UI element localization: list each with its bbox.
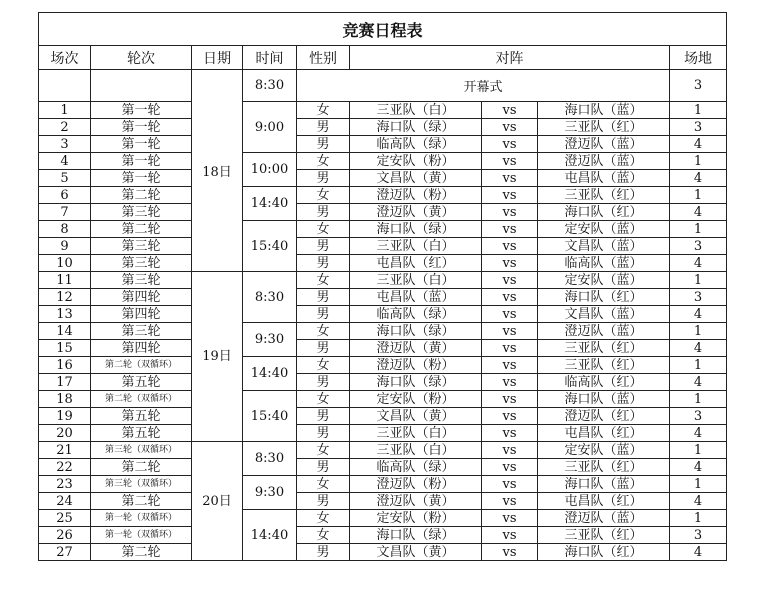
team-b-cell: 海口队（红）: [538, 204, 670, 221]
team-b-cell: 文昌队（蓝）: [538, 238, 670, 255]
table-row: [39, 221, 727, 238]
round-cell: 第三轮: [91, 204, 192, 221]
round-cell: 第二轮: [91, 221, 192, 238]
team-b-cell: 海口队（红）: [538, 289, 670, 306]
team-b-cell: 海口队（蓝）: [538, 476, 670, 493]
table-row: [39, 153, 727, 170]
vs-cell: vs: [482, 204, 538, 221]
round-cell: 第二轮（双循环）: [91, 391, 192, 408]
match-number: 16: [39, 357, 91, 374]
table-row: [39, 425, 727, 442]
vs-cell: vs: [482, 170, 538, 187]
venue-cell: 3: [670, 408, 727, 425]
team-b-cell: 澄迈队（蓝）: [538, 136, 670, 153]
table-row: [39, 238, 727, 255]
vs-cell: vs: [482, 306, 538, 323]
opening-venue: 3: [670, 70, 727, 102]
team-b-cell: 海口队（红）: [538, 544, 670, 561]
table-row: [39, 476, 727, 493]
schedule-table: [38, 12, 727, 561]
team-a-cell: 澄迈队（粉）: [350, 357, 482, 374]
team-b-cell: 三亚队（红）: [538, 187, 670, 204]
team-a-cell: 文昌队（黄）: [350, 408, 482, 425]
team-a-cell: 三亚队（白）: [350, 442, 482, 459]
table-row: [39, 442, 727, 459]
vs-cell: vs: [482, 289, 538, 306]
round-cell: 第二轮: [91, 187, 192, 204]
table-row: [39, 323, 727, 340]
match-number: 7: [39, 204, 91, 221]
gender-cell: 女: [297, 357, 350, 374]
vs-cell: vs: [482, 221, 538, 238]
round-cell: 第一轮: [91, 102, 192, 119]
team-b-cell: 定安队（蓝）: [538, 272, 670, 289]
table-row: [39, 544, 727, 561]
round-cell: 第二轮（双循环）: [91, 357, 192, 374]
gender-cell: 女: [297, 187, 350, 204]
gender-cell: 女: [297, 221, 350, 238]
team-b-cell: 三亚队（红）: [538, 459, 670, 476]
time-cell: 14:40: [243, 510, 297, 561]
gender-cell: 男: [297, 459, 350, 476]
team-b-cell: 屯昌队（蓝）: [538, 170, 670, 187]
opening-time: 8:30: [243, 70, 297, 102]
time-cell: 10:00: [243, 153, 297, 187]
gender-cell: 女: [297, 153, 350, 170]
time-cell: 15:40: [243, 221, 297, 272]
team-b-cell: 三亚队（红）: [538, 119, 670, 136]
team-a-cell: 定安队（粉）: [350, 510, 482, 527]
match-number: 9: [39, 238, 91, 255]
team-a-cell: 三亚队（白）: [350, 272, 482, 289]
team-a-cell: 临高队（绿）: [350, 306, 482, 323]
round-cell: 第三轮: [91, 255, 192, 272]
date-cell: 20日: [192, 442, 243, 561]
table-title: 竞赛日程表: [39, 13, 727, 46]
round-cell: 第三轮: [91, 238, 192, 255]
team-a-cell: 定安队（粉）: [350, 153, 482, 170]
header-match-no: 场次: [39, 46, 91, 70]
venue-cell: 1: [670, 102, 727, 119]
table-row: [39, 510, 727, 527]
team-b-cell: 澄迈队（蓝）: [538, 323, 670, 340]
venue-cell: 3: [670, 527, 727, 544]
table-row: [39, 357, 727, 374]
gender-cell: 男: [297, 340, 350, 357]
round-cell: 第四轮: [91, 306, 192, 323]
table-row: [39, 340, 727, 357]
team-b-cell: 临高队（红）: [538, 374, 670, 391]
match-number: 27: [39, 544, 91, 561]
venue-cell: 1: [670, 510, 727, 527]
team-a-cell: 临高队（绿）: [350, 459, 482, 476]
match-number: 5: [39, 170, 91, 187]
header-venue: 场地: [670, 46, 727, 70]
team-a-cell: 文昌队（黄）: [350, 544, 482, 561]
vs-cell: vs: [482, 374, 538, 391]
match-number: 26: [39, 527, 91, 544]
match-number: 13: [39, 306, 91, 323]
round-cell: 第一轮: [91, 153, 192, 170]
vs-cell: vs: [482, 187, 538, 204]
venue-cell: 4: [670, 204, 727, 221]
vs-cell: vs: [482, 357, 538, 374]
vs-cell: vs: [482, 340, 538, 357]
team-a-cell: 澄迈队（黄）: [350, 493, 482, 510]
match-number: 23: [39, 476, 91, 493]
team-a-cell: 澄迈队（黄）: [350, 340, 482, 357]
match-number: 18: [39, 391, 91, 408]
match-number: 17: [39, 374, 91, 391]
team-a-cell: 三亚队（白）: [350, 102, 482, 119]
gender-cell: 男: [297, 425, 350, 442]
table-row: [39, 391, 727, 408]
gender-cell: 男: [297, 544, 350, 561]
venue-cell: 4: [670, 306, 727, 323]
team-a-cell: 定安队（粉）: [350, 391, 482, 408]
header-round: 轮次: [91, 46, 192, 70]
gender-cell: 男: [297, 306, 350, 323]
team-b-cell: 三亚队（红）: [538, 357, 670, 374]
round-cell: 第二轮: [91, 544, 192, 561]
match-number: 1: [39, 102, 91, 119]
round-cell: 第三轮: [91, 272, 192, 289]
table-row: [39, 289, 727, 306]
round-cell: 第三轮: [91, 323, 192, 340]
round-cell: 第三轮（双循环）: [91, 476, 192, 493]
vs-cell: vs: [482, 544, 538, 561]
table-row: [39, 527, 727, 544]
gender-cell: 男: [297, 170, 350, 187]
table-row: [39, 136, 727, 153]
gender-cell: 男: [297, 374, 350, 391]
match-number: 11: [39, 272, 91, 289]
venue-cell: 4: [670, 170, 727, 187]
header-row: [39, 46, 727, 70]
gender-cell: 女: [297, 272, 350, 289]
match-number: 19: [39, 408, 91, 425]
match-number: 21: [39, 442, 91, 459]
venue-cell: 1: [670, 391, 727, 408]
time-cell: 14:40: [243, 187, 297, 221]
venue-cell: 4: [670, 374, 727, 391]
venue-cell: 4: [670, 544, 727, 561]
team-b-cell: 三亚队（红）: [538, 527, 670, 544]
vs-cell: vs: [482, 476, 538, 493]
gender-cell: 男: [297, 238, 350, 255]
round-cell: 第二轮: [91, 493, 192, 510]
team-a-cell: 海口队（绿）: [350, 374, 482, 391]
team-a-cell: 海口队（绿）: [350, 221, 482, 238]
venue-cell: 3: [670, 289, 727, 306]
team-a-cell: 澄迈队（黄）: [350, 204, 482, 221]
vs-cell: vs: [482, 153, 538, 170]
vs-cell: vs: [482, 119, 538, 136]
header-date: 日期: [192, 46, 243, 70]
gender-cell: 女: [297, 476, 350, 493]
team-b-cell: 澄迈队（蓝）: [538, 510, 670, 527]
venue-cell: 1: [670, 153, 727, 170]
team-a-cell: 海口队（绿）: [350, 323, 482, 340]
round-cell: 第一轮: [91, 170, 192, 187]
team-b-cell: 屯昌队（红）: [538, 425, 670, 442]
venue-cell: 4: [670, 459, 727, 476]
header-gender: 性别: [297, 46, 350, 70]
table-row: [39, 187, 727, 204]
table-row: [39, 170, 727, 187]
team-b-cell: 三亚队（红）: [538, 340, 670, 357]
match-number: 22: [39, 459, 91, 476]
venue-cell: 3: [670, 119, 727, 136]
match-number: 3: [39, 136, 91, 153]
time-cell: 9:30: [243, 323, 297, 357]
match-number: 6: [39, 187, 91, 204]
opening-match-no: [39, 70, 91, 102]
header-matchup: 对阵: [350, 46, 670, 70]
vs-cell: vs: [482, 391, 538, 408]
table-row: [39, 459, 727, 476]
team-b-cell: 定安队（蓝）: [538, 442, 670, 459]
match-number: 12: [39, 289, 91, 306]
venue-cell: 1: [670, 442, 727, 459]
venue-cell: 1: [670, 187, 727, 204]
team-a-cell: 海口队（绿）: [350, 119, 482, 136]
venue-cell: 1: [670, 323, 727, 340]
time-cell: 9:30: [243, 476, 297, 510]
match-number: 2: [39, 119, 91, 136]
header-time: 时间: [243, 46, 297, 70]
match-number: 24: [39, 493, 91, 510]
table-row: [39, 306, 727, 323]
team-a-cell: 三亚队（白）: [350, 425, 482, 442]
team-a-cell: 屯昌队（蓝）: [350, 289, 482, 306]
date-cell: 18日: [192, 70, 243, 272]
gender-cell: 男: [297, 204, 350, 221]
match-number: 8: [39, 221, 91, 238]
match-number: 10: [39, 255, 91, 272]
match-number: 25: [39, 510, 91, 527]
vs-cell: vs: [482, 323, 538, 340]
gender-cell: 男: [297, 289, 350, 306]
round-cell: 第一轮（双循环）: [91, 527, 192, 544]
gender-cell: 女: [297, 102, 350, 119]
time-cell: 8:30: [243, 272, 297, 323]
table-row: [39, 255, 727, 272]
venue-cell: 1: [670, 476, 727, 493]
venue-cell: 4: [670, 425, 727, 442]
time-cell: 8:30: [243, 442, 297, 476]
team-a-cell: 文昌队（黄）: [350, 170, 482, 187]
team-a-cell: 屯昌队（红）: [350, 255, 482, 272]
team-b-cell: 定安队（蓝）: [538, 221, 670, 238]
team-b-cell: 澄迈队（红）: [538, 408, 670, 425]
venue-cell: 1: [670, 221, 727, 238]
table-row: [39, 493, 727, 510]
gender-cell: 男: [297, 493, 350, 510]
gender-cell: 男: [297, 136, 350, 153]
table-row: [39, 119, 727, 136]
team-b-cell: 屯昌队（红）: [538, 493, 670, 510]
vs-cell: vs: [482, 510, 538, 527]
team-a-cell: 澄迈队（粉）: [350, 187, 482, 204]
gender-cell: 女: [297, 323, 350, 340]
team-b-cell: 临高队（蓝）: [538, 255, 670, 272]
vs-cell: vs: [482, 102, 538, 119]
table-row: [39, 272, 727, 289]
vs-cell: vs: [482, 136, 538, 153]
match-number: 15: [39, 340, 91, 357]
time-cell: 14:40: [243, 357, 297, 391]
venue-cell: 1: [670, 357, 727, 374]
vs-cell: vs: [482, 255, 538, 272]
vs-cell: vs: [482, 459, 538, 476]
match-number: 4: [39, 153, 91, 170]
team-a-cell: 三亚队（白）: [350, 238, 482, 255]
opening-ceremony-label: 开幕式: [297, 70, 670, 102]
vs-cell: vs: [482, 527, 538, 544]
round-cell: 第三轮（双循环）: [91, 442, 192, 459]
team-a-cell: 澄迈队（粉）: [350, 476, 482, 493]
gender-cell: 女: [297, 510, 350, 527]
team-a-cell: 临高队（绿）: [350, 136, 482, 153]
round-cell: 第五轮: [91, 408, 192, 425]
table-row: [39, 408, 727, 425]
date-cell: 19日: [192, 272, 243, 442]
vs-cell: vs: [482, 408, 538, 425]
round-cell: 第一轮: [91, 136, 192, 153]
venue-cell: 4: [670, 136, 727, 153]
round-cell: 第四轮: [91, 289, 192, 306]
vs-cell: vs: [482, 425, 538, 442]
gender-cell: 男: [297, 408, 350, 425]
team-a-cell: 海口队（绿）: [350, 527, 482, 544]
gender-cell: 男: [297, 255, 350, 272]
venue-cell: 4: [670, 255, 727, 272]
round-cell: 第一轮: [91, 119, 192, 136]
round-cell: 第一轮（双循环）: [91, 510, 192, 527]
venue-cell: 3: [670, 238, 727, 255]
venue-cell: 4: [670, 340, 727, 357]
table-row: [39, 102, 727, 119]
opening-row: [39, 70, 727, 102]
table-row: [39, 204, 727, 221]
round-cell: 第五轮: [91, 425, 192, 442]
gender-cell: 女: [297, 527, 350, 544]
time-cell: 9:00: [243, 102, 297, 153]
gender-cell: 男: [297, 119, 350, 136]
vs-cell: vs: [482, 272, 538, 289]
venue-cell: 1: [670, 272, 727, 289]
team-b-cell: 海口队（蓝）: [538, 102, 670, 119]
vs-cell: vs: [482, 493, 538, 510]
venue-cell: 4: [670, 493, 727, 510]
match-number: 14: [39, 323, 91, 340]
match-number: 20: [39, 425, 91, 442]
team-b-cell: 文昌队（蓝）: [538, 306, 670, 323]
gender-cell: 女: [297, 442, 350, 459]
round-cell: 第五轮: [91, 374, 192, 391]
vs-cell: vs: [482, 238, 538, 255]
round-cell: 第四轮: [91, 340, 192, 357]
opening-round: [91, 70, 192, 102]
round-cell: 第二轮: [91, 459, 192, 476]
vs-cell: vs: [482, 442, 538, 459]
team-b-cell: 澄迈队（蓝）: [538, 153, 670, 170]
time-cell: 15:40: [243, 391, 297, 442]
table-row: [39, 374, 727, 391]
gender-cell: 女: [297, 391, 350, 408]
team-b-cell: 海口队（蓝）: [538, 391, 670, 408]
